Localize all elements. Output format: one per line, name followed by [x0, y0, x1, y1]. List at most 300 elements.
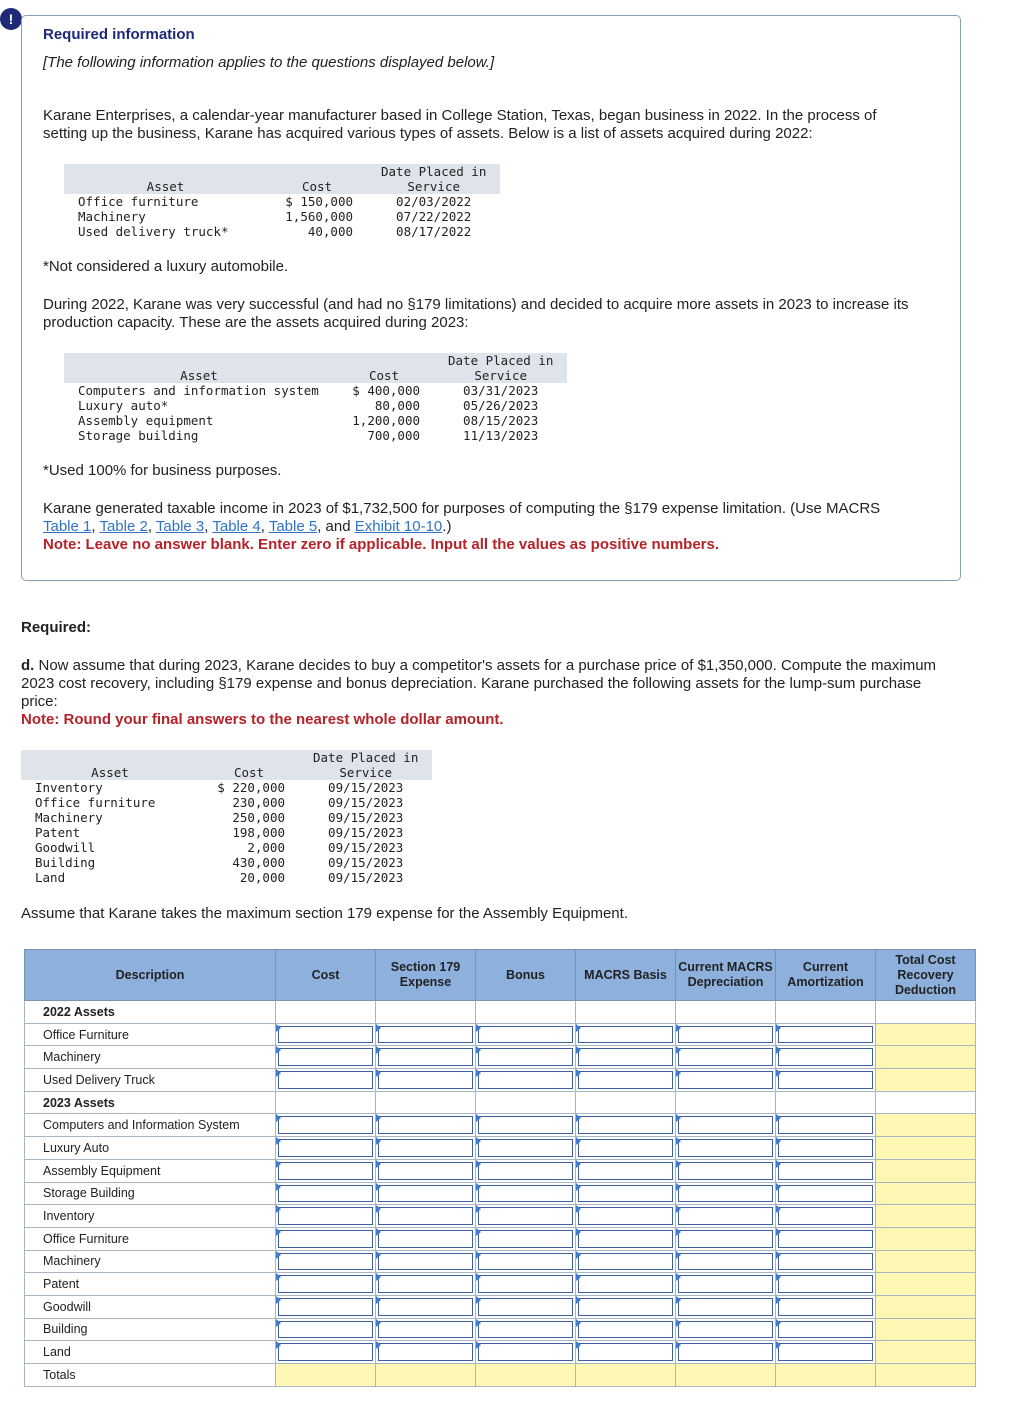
grid-input-cell — [476, 1273, 576, 1296]
input-flag-icon — [376, 1228, 381, 1236]
table-cell: 11/13/2023 — [463, 428, 539, 443]
answer-input-section-179-expense[interactable] — [378, 1139, 473, 1157]
grid-input-cell — [676, 1295, 776, 1318]
table-header-service: Service — [299, 765, 432, 780]
answer-input-bonus[interactable] — [478, 1230, 573, 1248]
input-flag-icon — [476, 1183, 481, 1191]
input-flag-icon — [276, 1183, 281, 1191]
table-header-cost: Cost — [199, 765, 299, 780]
table-header-asset: Asset — [21, 765, 199, 780]
answer-input-section-179-expense[interactable] — [378, 1026, 473, 1044]
input-flag-icon — [776, 1069, 781, 1077]
table-header-cost: Cost — [334, 368, 434, 383]
answer-input-macrs-basis[interactable] — [578, 1139, 673, 1157]
answer-input-current-macrs-depreciation[interactable] — [678, 1207, 773, 1225]
answer-input-macrs-basis[interactable] — [578, 1253, 673, 1271]
answer-input-current-amortization[interactable] — [778, 1071, 873, 1089]
answer-input-macrs-basis[interactable] — [578, 1207, 673, 1225]
table-cell: Computers and information system — [78, 383, 319, 398]
grid-row — [25, 1046, 976, 1069]
grid-row — [25, 1205, 976, 1228]
section-empty-cell — [676, 1001, 776, 1024]
grid-input-cell — [576, 1069, 676, 1092]
grid-input-cell — [276, 1137, 376, 1160]
totals-cell — [776, 1364, 876, 1387]
section-empty-cell — [476, 1001, 576, 1024]
table-cell: 09/15/2023 — [328, 855, 404, 870]
table-cell: 08/17/2022 — [396, 224, 472, 239]
grid-input-cell — [776, 1341, 876, 1364]
grid-row-label: Computers and Information System — [25, 1114, 276, 1137]
answer-input-cost[interactable] — [278, 1026, 373, 1044]
grid-input-cell — [676, 1069, 776, 1092]
calculated-total-cell — [876, 1159, 976, 1182]
answer-input-section-179-expense[interactable] — [378, 1048, 473, 1066]
calculated-total-cell — [876, 1341, 976, 1364]
section-empty-cell — [276, 1001, 376, 1024]
grid-row — [25, 1227, 976, 1250]
answer-input-current-amortization[interactable] — [778, 1162, 873, 1180]
separator: , — [204, 518, 213, 535]
grid-row — [25, 1159, 976, 1182]
input-flag-icon — [376, 1319, 381, 1327]
answer-input-section-179-expense[interactable] — [378, 1253, 473, 1271]
calculated-total-cell — [876, 1114, 976, 1137]
footnote-2022: *Not considered a luxury automobile. — [43, 258, 289, 275]
calculated-total-cell — [876, 1295, 976, 1318]
input-flag-icon — [276, 1228, 281, 1236]
answer-input-section-179-expense[interactable] — [378, 1207, 473, 1225]
input-flag-icon — [576, 1296, 581, 1304]
grid-input-cell — [676, 1182, 776, 1205]
grid-input-cell — [576, 1250, 676, 1273]
table-cell: Goodwill — [35, 840, 96, 855]
input-flag-icon — [676, 1296, 681, 1304]
answer-input-current-macrs-depreciation[interactable] — [678, 1071, 773, 1089]
answer-input-bonus[interactable] — [478, 1139, 573, 1157]
answer-input-current-amortization[interactable] — [778, 1298, 873, 1316]
grid-input-cell — [276, 1295, 376, 1318]
input-flag-icon — [276, 1251, 281, 1259]
separator: , — [147, 518, 156, 535]
input-flag-icon — [376, 1341, 381, 1349]
grid-input-cell — [276, 1341, 376, 1364]
grid-input-cell — [376, 1114, 476, 1137]
grid-input-cell — [676, 1205, 776, 1228]
input-flag-icon — [576, 1183, 581, 1191]
answer-input-macrs-basis[interactable] — [578, 1116, 673, 1134]
grid-input-cell — [776, 1182, 876, 1205]
paragraph-2023: During 2022, Karane was very successful (and had no §179 limitations) and decided to acquire more assets in 2023 to increase its production capacity. These are the assets acquired during 2023: — [43, 296, 909, 331]
table-header-date: Date Placed in — [299, 750, 432, 765]
input-flag-icon — [676, 1205, 681, 1213]
calculated-total-cell — [876, 1318, 976, 1341]
input-flag-icon — [776, 1046, 781, 1054]
table-header-cost: Cost — [267, 179, 367, 194]
grid-input-cell — [676, 1227, 776, 1250]
grid-input-cell — [576, 1205, 676, 1228]
grid-input-cell — [376, 1069, 476, 1092]
answer-input-cost[interactable] — [278, 1048, 373, 1066]
input-flag-icon — [676, 1160, 681, 1168]
section-empty-cell — [676, 1091, 776, 1114]
answer-input-current-macrs-depreciation[interactable] — [678, 1139, 773, 1157]
input-flag-icon — [376, 1137, 381, 1145]
answer-input-cost[interactable] — [278, 1207, 373, 1225]
input-flag-icon — [476, 1069, 481, 1077]
input-flag-icon — [676, 1183, 681, 1191]
table-cell: 09/15/2023 — [328, 795, 404, 810]
grid-input-cell — [276, 1273, 376, 1296]
answer-input-macrs-basis[interactable] — [578, 1321, 673, 1339]
alert-icon: ! — [0, 8, 22, 30]
input-flag-icon — [576, 1114, 581, 1122]
input-flag-icon — [676, 1319, 681, 1327]
link-table-4[interactable]: Table 4 — [212, 518, 261, 535]
grid-row — [25, 1001, 976, 1024]
grid-input-cell — [276, 1250, 376, 1273]
table-cell: $ 220,000 — [217, 780, 285, 795]
question-d — [21, 657, 951, 711]
calculated-total-cell — [876, 1205, 976, 1228]
section-empty-cell — [876, 1001, 976, 1024]
table-cell: Used delivery truck* — [78, 224, 229, 239]
answer-input-macrs-basis[interactable] — [578, 1071, 673, 1089]
answer-input-section-179-expense[interactable] — [378, 1116, 473, 1134]
grid-input-cell — [476, 1341, 576, 1364]
grid-row-label: Used Delivery Truck — [25, 1069, 276, 1092]
grid-row — [25, 1069, 976, 1092]
grid-header-total-cost-recovery-deduction: Total Cost Recovery Deduction — [876, 950, 976, 1001]
answer-input-current-amortization[interactable] — [778, 1321, 873, 1339]
answer-input-section-179-expense[interactable] — [378, 1275, 473, 1293]
answer-input-current-amortization[interactable] — [778, 1253, 873, 1271]
grid-input-cell — [376, 1273, 476, 1296]
grid-input-cell — [776, 1295, 876, 1318]
answer-input-macrs-basis[interactable] — [578, 1275, 673, 1293]
grid-input-cell — [776, 1023, 876, 1046]
totals-cell — [476, 1364, 576, 1387]
assets-2023-table — [64, 353, 567, 443]
input-flag-icon — [676, 1024, 681, 1032]
taxable-income-paragraph — [43, 500, 913, 536]
input-flag-icon — [576, 1160, 581, 1168]
answer-input-current-amortization[interactable] — [778, 1275, 873, 1293]
table-header-asset: Asset — [64, 368, 334, 383]
answer-input-cost[interactable] — [278, 1185, 373, 1203]
answer-input-bonus[interactable] — [478, 1275, 573, 1293]
assumption-text: Assume that Karane takes the maximum section 179 expense for the Assembly Equipment. — [21, 905, 628, 922]
totals-cell — [276, 1364, 376, 1387]
input-flag-icon — [776, 1137, 781, 1145]
answer-input-current-macrs-depreciation[interactable] — [678, 1162, 773, 1180]
answer-input-bonus[interactable] — [478, 1116, 573, 1134]
table-cell: 430,000 — [232, 855, 285, 870]
grid-header-section-179-expense: Section 179 Expense — [376, 950, 476, 1001]
input-flag-icon — [376, 1273, 381, 1281]
calculated-total-cell — [876, 1069, 976, 1092]
totals-cell — [576, 1364, 676, 1387]
answer-input-bonus[interactable] — [478, 1071, 573, 1089]
grid-row-label: Storage Building — [25, 1182, 276, 1205]
answer-input-cost[interactable] — [278, 1321, 373, 1339]
grid-input-cell — [676, 1159, 776, 1182]
grid-row-label: Totals — [25, 1364, 276, 1387]
answer-input-section-179-expense[interactable] — [378, 1343, 473, 1361]
answer-input-bonus[interactable] — [478, 1343, 573, 1361]
answer-input-section-179-expense[interactable] — [378, 1185, 473, 1203]
grid-input-cell — [776, 1250, 876, 1273]
answer-input-current-amortization[interactable] — [778, 1139, 873, 1157]
table-cell: 09/15/2023 — [328, 870, 404, 885]
input-flag-icon — [676, 1341, 681, 1349]
section-empty-cell — [776, 1091, 876, 1114]
input-flag-icon — [576, 1024, 581, 1032]
answer-input-bonus[interactable] — [478, 1207, 573, 1225]
grid-input-cell — [376, 1137, 476, 1160]
grid-input-cell — [376, 1341, 476, 1364]
answer-input-cost[interactable] — [278, 1162, 373, 1180]
grid-input-cell — [276, 1046, 376, 1069]
answer-input-current-macrs-depreciation[interactable] — [678, 1185, 773, 1203]
input-flag-icon — [576, 1069, 581, 1077]
answer-input-current-macrs-depreciation[interactable] — [678, 1230, 773, 1248]
grid-row — [25, 1318, 976, 1341]
table-cell: Land — [35, 870, 66, 885]
answer-input-section-179-expense[interactable] — [378, 1162, 473, 1180]
input-flag-icon — [376, 1046, 381, 1054]
grid-input-cell — [676, 1273, 776, 1296]
answer-input-current-amortization[interactable] — [778, 1048, 873, 1066]
answer-input-current-macrs-depreciation[interactable] — [678, 1026, 773, 1044]
grid-input-cell — [676, 1137, 776, 1160]
input-flag-icon — [476, 1024, 481, 1032]
grid-input-cell — [776, 1205, 876, 1228]
section-empty-cell — [576, 1001, 676, 1024]
grid-row-label: Goodwill — [25, 1295, 276, 1318]
table-cell: $ 400,000 — [352, 383, 420, 398]
table-header-date: Date Placed in — [434, 353, 567, 368]
answer-input-cost[interactable] — [278, 1298, 373, 1316]
grid-input-cell — [376, 1318, 476, 1341]
link-table-1[interactable]: Table 1 — [43, 518, 92, 535]
grid-input-cell — [676, 1341, 776, 1364]
answer-input-section-179-expense[interactable] — [378, 1298, 473, 1316]
link-table-2[interactable]: Table 2 — [99, 518, 148, 535]
grid-input-cell — [376, 1227, 476, 1250]
answer-input-current-amortization[interactable] — [778, 1230, 873, 1248]
grid-input-cell — [476, 1205, 576, 1228]
grid-input-cell — [676, 1250, 776, 1273]
input-flag-icon — [576, 1205, 581, 1213]
input-flag-icon — [676, 1137, 681, 1145]
answer-input-current-amortization[interactable] — [778, 1116, 873, 1134]
table-cell: 40,000 — [307, 224, 353, 239]
answer-input-cost[interactable] — [278, 1253, 373, 1271]
cost-recovery-grid — [24, 949, 976, 1387]
answer-input-section-179-expense[interactable] — [378, 1071, 473, 1089]
section-empty-cell — [776, 1001, 876, 1024]
answer-input-cost[interactable] — [278, 1116, 373, 1134]
table-cell: 08/15/2023 — [463, 413, 539, 428]
input-flag-icon — [676, 1228, 681, 1236]
grid-input-cell — [476, 1182, 576, 1205]
answer-input-bonus[interactable] — [478, 1298, 573, 1316]
grid-row-label: Luxury Auto — [25, 1137, 276, 1160]
answer-input-macrs-basis[interactable] — [578, 1343, 673, 1361]
input-flag-icon — [576, 1046, 581, 1054]
link-table-3[interactable]: Table 3 — [155, 518, 205, 535]
table-cell: Office furniture — [78, 194, 199, 209]
answer-input-current-macrs-depreciation[interactable] — [678, 1253, 773, 1271]
grid-row — [25, 1023, 976, 1046]
table-cell: 09/15/2023 — [328, 780, 404, 795]
grid-input-cell — [376, 1159, 476, 1182]
answer-input-current-amortization[interactable] — [778, 1207, 873, 1225]
answer-input-macrs-basis[interactable] — [578, 1162, 673, 1180]
grid-input-cell — [676, 1046, 776, 1069]
calculated-total-cell — [876, 1046, 976, 1069]
input-flag-icon — [376, 1205, 381, 1213]
grid-input-cell — [776, 1159, 876, 1182]
grid-header-description: Description — [25, 950, 276, 1001]
grid-input-cell — [276, 1227, 376, 1250]
input-flag-icon — [576, 1228, 581, 1236]
grid-row — [25, 1341, 976, 1364]
table-cell: 198,000 — [232, 825, 285, 840]
grid-input-cell — [376, 1182, 476, 1205]
calculated-total-cell — [876, 1273, 976, 1296]
separator: .) — [442, 518, 452, 535]
answer-input-current-amortization[interactable] — [778, 1185, 873, 1203]
input-flag-icon — [276, 1024, 281, 1032]
link-exhibit-10-10[interactable]: Exhibit 10-10 — [354, 518, 443, 535]
answer-input-bonus[interactable] — [478, 1162, 573, 1180]
answer-input-bonus[interactable] — [478, 1253, 573, 1271]
grid-input-cell — [376, 1295, 476, 1318]
grid-row-label: Patent — [25, 1273, 276, 1296]
grid-input-cell — [776, 1069, 876, 1092]
grid-row — [25, 1114, 976, 1137]
grid-input-cell — [576, 1295, 676, 1318]
table-cell: 230,000 — [232, 795, 285, 810]
table-cell: 1,560,000 — [285, 209, 353, 224]
intro-paragraph: Karane Enterprises, a calendar-year manufacturer based in College Station, Texas, began business in 2022. In the process of setting up the business, Karane has acquired various types of assets. Below is a list of assets acquired during 2022: — [43, 107, 877, 142]
grid-input-cell — [576, 1182, 676, 1205]
table-cell: 09/15/2023 — [328, 810, 404, 825]
grid-input-cell — [376, 1023, 476, 1046]
answer-input-current-macrs-depreciation[interactable] — [678, 1275, 773, 1293]
answer-input-current-macrs-depreciation[interactable] — [678, 1298, 773, 1316]
input-flag-icon — [276, 1114, 281, 1122]
table-cell: 250,000 — [232, 810, 285, 825]
grid-row — [25, 1182, 976, 1205]
grid-input-cell — [576, 1023, 676, 1046]
table-cell: 03/31/2023 — [463, 383, 539, 398]
rounding-note: Note: Round your final answers to the nearest whole dollar amount. — [21, 711, 504, 728]
grid-input-cell — [576, 1114, 676, 1137]
question-prefix: d. — [21, 657, 35, 674]
calculated-total-cell — [876, 1137, 976, 1160]
answer-input-macrs-basis[interactable] — [578, 1185, 673, 1203]
input-flag-icon — [476, 1273, 481, 1281]
grid-input-cell — [276, 1318, 376, 1341]
info-title: Required information — [43, 26, 195, 43]
grid-input-cell — [576, 1273, 676, 1296]
answer-input-cost[interactable] — [278, 1343, 373, 1361]
input-flag-icon — [776, 1273, 781, 1281]
answer-input-bonus[interactable] — [478, 1185, 573, 1203]
answer-input-cost[interactable] — [278, 1275, 373, 1293]
calculated-total-cell — [876, 1023, 976, 1046]
input-flag-icon — [776, 1319, 781, 1327]
input-flag-icon — [776, 1114, 781, 1122]
table-cell: $ 150,000 — [285, 194, 353, 209]
answer-input-current-macrs-depreciation[interactable] — [678, 1116, 773, 1134]
answer-input-macrs-basis[interactable] — [578, 1048, 673, 1066]
answer-input-current-macrs-depreciation[interactable] — [678, 1321, 773, 1339]
grid-row-label: Inventory — [25, 1205, 276, 1228]
input-flag-icon — [376, 1296, 381, 1304]
answer-input-current-macrs-depreciation[interactable] — [678, 1048, 773, 1066]
grid-input-cell — [576, 1318, 676, 1341]
answer-input-macrs-basis[interactable] — [578, 1230, 673, 1248]
answer-input-macrs-basis[interactable] — [578, 1026, 673, 1044]
grid-input-cell — [476, 1046, 576, 1069]
section-empty-cell — [376, 1001, 476, 1024]
input-flag-icon — [376, 1251, 381, 1259]
answer-input-current-amortization[interactable] — [778, 1343, 873, 1361]
answer-input-macrs-basis[interactable] — [578, 1298, 673, 1316]
answer-input-cost[interactable] — [278, 1071, 373, 1089]
grid-input-cell — [676, 1114, 776, 1137]
answer-input-bonus[interactable] — [478, 1321, 573, 1339]
answer-input-cost[interactable] — [278, 1139, 373, 1157]
answer-input-bonus[interactable] — [478, 1026, 573, 1044]
input-flag-icon — [476, 1341, 481, 1349]
input-flag-icon — [476, 1251, 481, 1259]
grid-input-cell — [776, 1046, 876, 1069]
input-flag-icon — [276, 1160, 281, 1168]
input-flag-icon — [276, 1205, 281, 1213]
grid-input-cell — [476, 1069, 576, 1092]
table-cell: 02/03/2022 — [396, 194, 472, 209]
answer-input-current-amortization[interactable] — [778, 1026, 873, 1044]
table-cell: Machinery — [35, 810, 103, 825]
answer-input-bonus[interactable] — [478, 1048, 573, 1066]
grid-input-cell — [776, 1114, 876, 1137]
table-cell: 1,200,000 — [352, 413, 420, 428]
grid-input-cell — [476, 1250, 576, 1273]
input-flag-icon — [576, 1251, 581, 1259]
answer-input-section-179-expense[interactable] — [378, 1321, 473, 1339]
answer-input-current-macrs-depreciation[interactable] — [678, 1343, 773, 1361]
grid-input-cell — [576, 1137, 676, 1160]
table-cell: Inventory — [35, 780, 103, 795]
table-header-service: Service — [367, 179, 500, 194]
input-flag-icon — [276, 1296, 281, 1304]
grid-row-label: Assembly Equipment — [25, 1159, 276, 1182]
table-cell: Assembly equipment — [78, 413, 214, 428]
answer-input-section-179-expense[interactable] — [378, 1230, 473, 1248]
separator: , — [260, 518, 269, 535]
totals-cell — [676, 1364, 776, 1387]
answer-input-cost[interactable] — [278, 1230, 373, 1248]
input-flag-icon — [276, 1319, 281, 1327]
link-table-5[interactable]: Table 5 — [268, 518, 318, 535]
section-empty-cell — [876, 1091, 976, 1114]
input-flag-icon — [776, 1296, 781, 1304]
